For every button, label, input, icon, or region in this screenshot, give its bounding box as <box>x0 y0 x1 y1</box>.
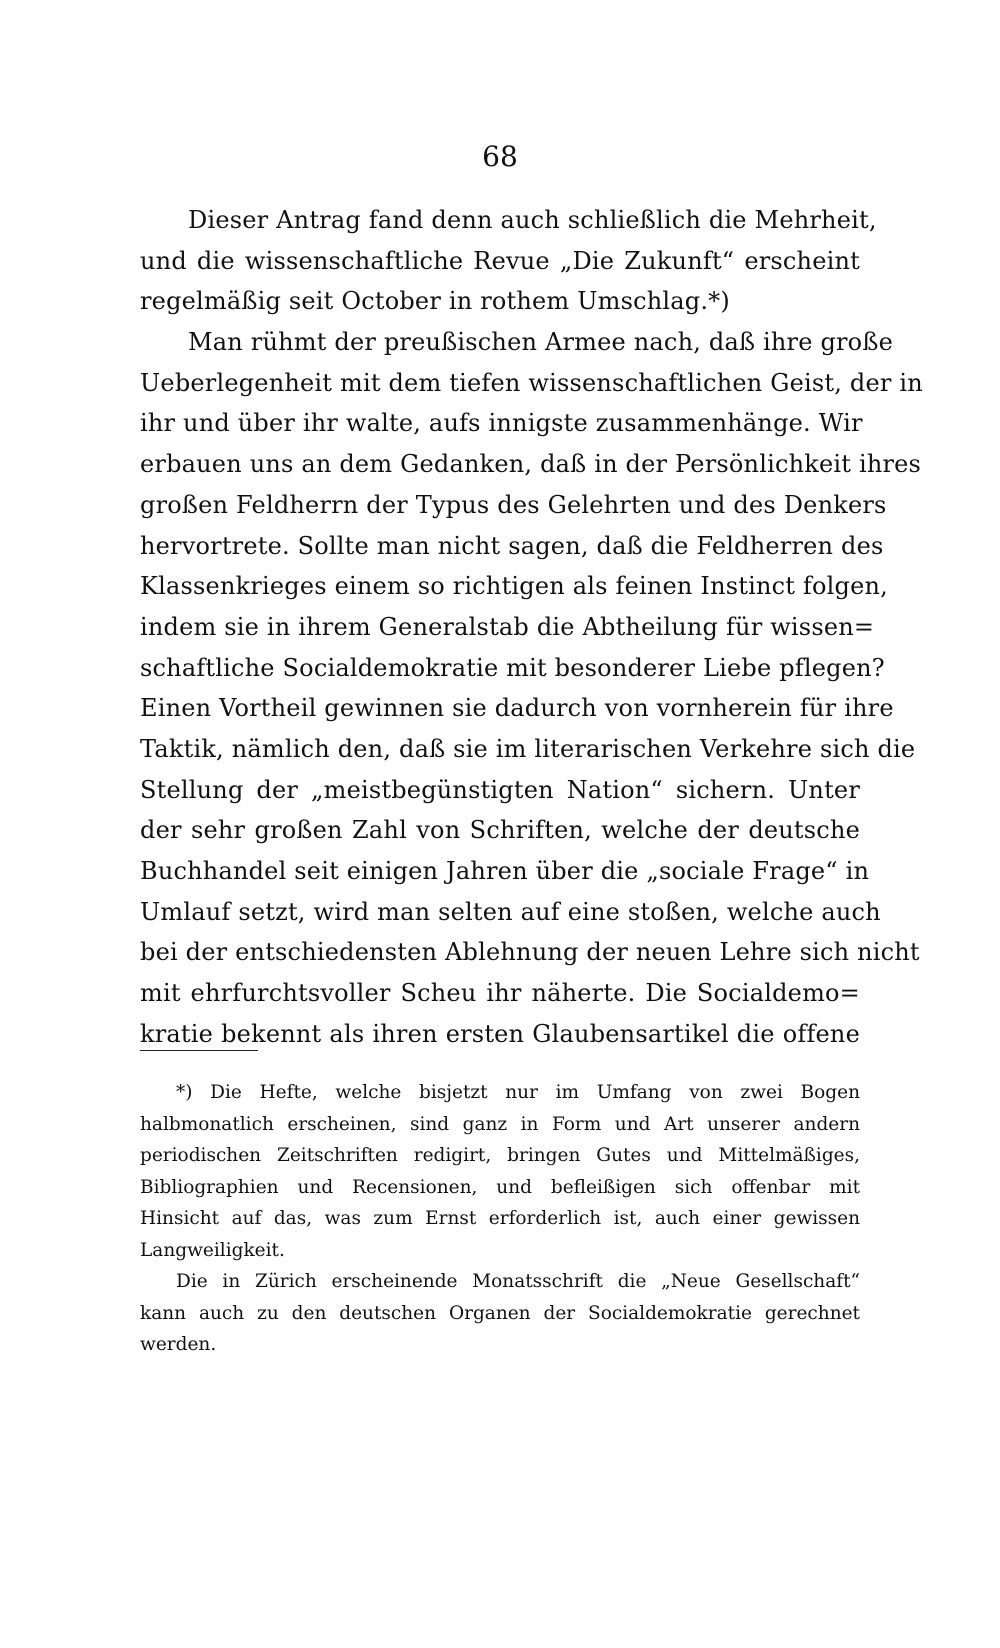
footnote-line: werden. <box>140 1334 217 1355</box>
text-line: erbauen uns an dem Gedanken, daß in der Persönlichkeit ihres <box>140 450 922 479</box>
text-line: schaftliche Socialdemokratie mit besonderer Liebe pflegen? <box>140 653 885 682</box>
text-line: kratie bekennt als ihren ersten Glaubensartikel die offene <box>140 1019 860 1048</box>
text-line: mit ehrfurchtsvoller Scheu ihr näherte. Die Socialdemo= <box>140 979 860 1008</box>
text-line: und die wissenschaftliche Revue „Die Zukunft“ erscheint <box>140 246 860 275</box>
text-line: Dieser Antrag fand denn auch schließlich die Mehrheit, <box>188 206 877 234</box>
text-line: Klassenkrieges einem so richtigen als feinen Instinct folgen, <box>140 572 888 601</box>
footnote-line: Bibliographien und Recensionen, und befleißigen sich offenbar mit <box>140 1176 860 1198</box>
text-line: großen Feldherrn der Typus des Gelehrten und des Denkers <box>140 490 887 519</box>
text-line: regelmäßig seit October in rothem Umschlag.*) <box>140 287 730 316</box>
footnote-divider <box>140 1050 258 1051</box>
text-line: Umlauf setzt, wird man selten auf eine stoßen, welche auch <box>140 897 881 926</box>
text-line: indem sie in ihrem Generalstab die Abtheilung für wissen= <box>140 612 875 641</box>
footnote-line: *) Die Hefte, welche bisjetzt nur im Umfang von zwei Bogen <box>176 1082 860 1103</box>
footnotes <box>140 1077 860 1361</box>
footnote-line: Hinsicht auf das, was zum Ernst erforderlich ist, auch einer gewissen <box>140 1208 860 1229</box>
text-line: Buchhandel seit einigen Jahren über die „sociale Frage“ in <box>140 857 870 885</box>
text-line: ihr und über ihr walte, aufs innigste zusammenhänge. Wir <box>140 409 863 438</box>
text-line: hervortrete. Sollte man nicht sagen, daß die Feldherren des <box>140 531 884 560</box>
text-line: Taktik, nämlich den, daß sie im literarischen Verkehre sich die <box>140 734 916 763</box>
footnote-line: halbmonatlich erscheinen, sind ganz in Form und Art unserer andern <box>140 1113 860 1135</box>
text-line: Stellung der „meistbegünstigten Nation“ sichern. Unter <box>140 775 860 804</box>
text-line: Man rühmt der preußischen Armee nach, daß ihre große <box>188 328 893 357</box>
text-line: Ueberlegenheit mit dem tiefen wissenschaftlichen Geist, der in <box>140 368 923 397</box>
footnote-line: kann auch zu den deutschen Organen der Socialdemokratie gerechnet <box>140 1302 860 1324</box>
page-number: 68 <box>482 140 518 173</box>
footnote-line: Langweiligkeit. <box>140 1239 285 1261</box>
text-line: Einen Vortheil gewinnen sie dadurch von vornherein für ihre <box>140 694 894 723</box>
text-line: der sehr großen Zahl von Schriften, welche der deutsche <box>140 816 860 845</box>
main-text <box>140 200 923 1054</box>
footnote-line: Die in Zürich erscheinende Monatsschrift die „Neue Gesellschaft“ <box>176 1271 860 1292</box>
footnote-line: periodischen Zeitschriften redigirt, bringen Gutes und Mittelmäßiges, <box>140 1145 860 1166</box>
text-line: bei der entschiedensten Ablehnung der neuen Lehre sich nicht <box>140 938 920 967</box>
